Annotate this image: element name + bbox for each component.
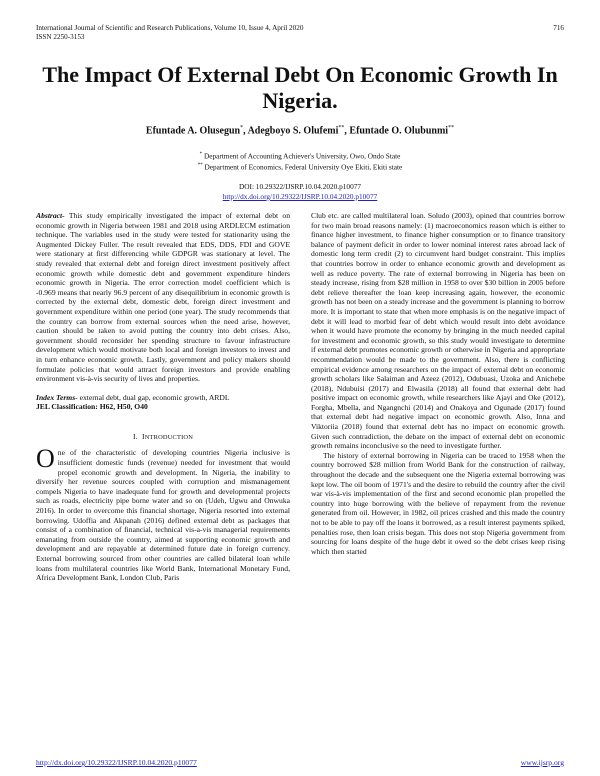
- author-name: Adegboyo S. Olufemi: [247, 125, 339, 137]
- section-title-initial: I: [141, 431, 145, 441]
- keywords-label: Index Terms: [36, 392, 76, 402]
- left-column: [36, 211, 290, 583]
- jel-classification: JEL Classification: H62, H50, O40: [36, 402, 148, 412]
- footer-doi-link[interactable]: http://dx.doi.org/10.29322/IJSRP.10.04.2020.p10077: [36, 758, 197, 767]
- doi-link[interactable]: http://dx.doi.org/10.29322/IJSRP.10.04.2020.p10077: [222, 192, 378, 201]
- affiliation-mark: **: [197, 163, 203, 169]
- affiliations: [30, 150, 570, 173]
- doi-text: DOI: 10.29322/IJSRP.10.04.2020.p10077: [238, 182, 362, 191]
- affiliation-text: Department of Accounting Achiever's University, Owo, Ondo State: [203, 151, 401, 161]
- intro-paragraph-continued: Club etc. are called multilateral loan. Soludo (2003), opined that countries borrow for two main broad reasons namely: (1) macroeconomics reason which is either to finance higher investment, to finance higher consumption or to finance transitory balance of payment deficit in order to lower nominal interest rates abroad lack of domestic long term credit (2) to circumvent hard budget constraint. This implies that countries borrow in order to enhance economic growth and development as well as reduce poverty. The rate of external borrowing in Nigeria has been on steady increase, rising from $28 million in 1958 to over $30 billion in 2005 before debt relieve thereafter the loan keep increasing again, however, the economic growth has not been on a steady increase and the government is planning to borrow more. It is important to state that when more emphasis is on the negative impact of debt it will lead to morbid fear of debt which would result into debt avoidance when it would have promote the economy by bringing in the much needed capital for investment and economic growth, so this study would investigate to determine if external debt promotes economic growth or otherwise in Nigeria and appropriate recommendation would be made to the government. Also, there is conflicting empirical evidence among researchers on the impact of external debt on economic growth scholars like Salaiman and Azeez (2012), Odubuasi, Uzoka and Anichebe (2018), Ndubuisi (2017) and Elwasila (2018) all found that external debt had positive impact on economic growth, while researchers like Ajayi and Oke (2012), Forgha, Mbella, and Ngangnchi (2014) and Onakoya and Ogunade (2017) found that external debt had negative impact on economic growth. Also, Inna and Viktoriia (2018) found that external debt has no impact on economic growth. Given such contradiction, the debate on the impact of external debt on economic growth remains inconclusive so the need to investigate further.: [311, 211, 565, 451]
- author-list: Efuntade A. Olusegun*, Adegboyo S. Olufemi**, Efuntade O. Olubunmi**: [145, 125, 455, 137]
- abstract: [36, 211, 290, 384]
- drop-cap: O: [36, 444, 55, 474]
- author-name: Efuntade A. Olusegun: [145, 125, 241, 137]
- abstract-label: Abstract-: [36, 211, 65, 220]
- journal-name: International Journal of Scientific and Research Publications, Volume 10, Issue 4, April 2020: [36, 24, 304, 32]
- paper-title: The Impact Of External Debt On Economic Growth In Nigeria.: [42, 62, 558, 113]
- author-mark: **: [448, 125, 455, 131]
- keywords: [36, 393, 290, 403]
- intro-text: ne of the characteristic of developing countries Nigeria inclusive is insufficient domestic funds (revenue) needed for investment that would propel economic growth and development. In Nigeria, the inability to diversify her revenue sources coupled with corruption and mismanagement compels Nigeria to have inadequate fund for growth and developmental projects such as roads, electricity pipe borne water and so on (Udeh, Ugwu and Onwuka 2016). In order to overcome this financial shortage, Nigeria resorted into external borrowing. Udoffia and Akpanah (2016) defined external debt as packages that consist of a combination of financial, technical vis-a-vis managerial requirements emanating from outside the country, aimed at supporting economic growth and development and are repayable at determined future date in foreign currency. External borrowing sourced from other countries are called bilateral loan while loans from multilateral countries like World Bank, International Monetary Fund, Africa Development Bank, London Club, Paris: [36, 448, 290, 583]
- affiliation-text: Department of Economics, Federal University Oye Ekiti, Ekiti state: [204, 162, 403, 172]
- history-paragraph: The history of external borrowing in Nigeria can be traced to 1958 when the country borrowed $28 million from World Bank for the construction of railway, throughout the decade and the subsequent one the Nigeria external borrowing was kept low. The oil boom of 1971's and the desire to rebuild the country after the civil war vis-à-vis implementation of the first and second economic plan propelled the country into huge borrowing with the believe of repayment from the revenue generated from oil. However, in 1982, oil prices crashed and this made the country not to be able to pay off the loans it borrowed, as a result interest payments spiked, penalties rose, then loan crisis began. This does not stop Nigeria government from sourcing for loans despite of the huge debt it owed so the debt crises keep rising which then started: [311, 450, 566, 556]
- page-number: 716: [553, 24, 564, 32]
- section-heading: [36, 432, 290, 443]
- page-header: [36, 24, 564, 42]
- section-title-rest: NTRODUCTION: [144, 433, 194, 441]
- page-footer: [36, 758, 564, 767]
- author-mark: **: [338, 125, 345, 131]
- author-mark: *: [240, 125, 244, 131]
- keywords-text: - external debt, dual gap, economic growth, ARDL: [75, 392, 230, 402]
- affiliation-mark: *: [199, 152, 203, 157]
- author-name: Efuntade O. Olubunmi: [349, 125, 449, 137]
- section-numeral: I.: [132, 431, 138, 441]
- issn: ISSN 2250-3153: [36, 33, 85, 41]
- abstract-text: This study empirically investigated the impact of external debt on economic growth in Nigeria between 1981 and 2018 using ARDLECM estimation technique. The variables used in the study were tested for stationarity using the Augmented Dickey Fuller. The result revealed that EDS, DDS, FDI and GOVE were stationary at first differencing while GDPGR was stationary at level. The study revealed that external debt and foreign direct investment positively affect economic growth while domestic debt and government expenditure hinders economic growth in Nigeria. The error correction model coefficient which is -0.969 means that nearly 96.9 percent of any disequilibrium in economic growth is corrected by the external debt, domestic debt, foreign direct investment and government expenditure within one period (one year). The study recommends that the country can borrow from external sources when the need arise, however, caution should be taken to avoid putting the country into debt crises. Also, government should reconsider her spending structure to favour infrastructure development which would motivate both local and foreign investors to invest and in turn enhance economic growth. Lastly, government and policy makers should formulate policies that would attract foreign investors and provide enabling environment vis-à-vis security of lives and properties.: [36, 211, 290, 384]
- affiliation: [30, 161, 570, 172]
- footer-site-link[interactable]: www.ijsrp.org: [520, 758, 564, 767]
- affiliation: [30, 150, 570, 161]
- doi-block: [30, 182, 570, 202]
- intro-paragraph: [36, 444, 290, 583]
- right-column: [311, 211, 565, 556]
